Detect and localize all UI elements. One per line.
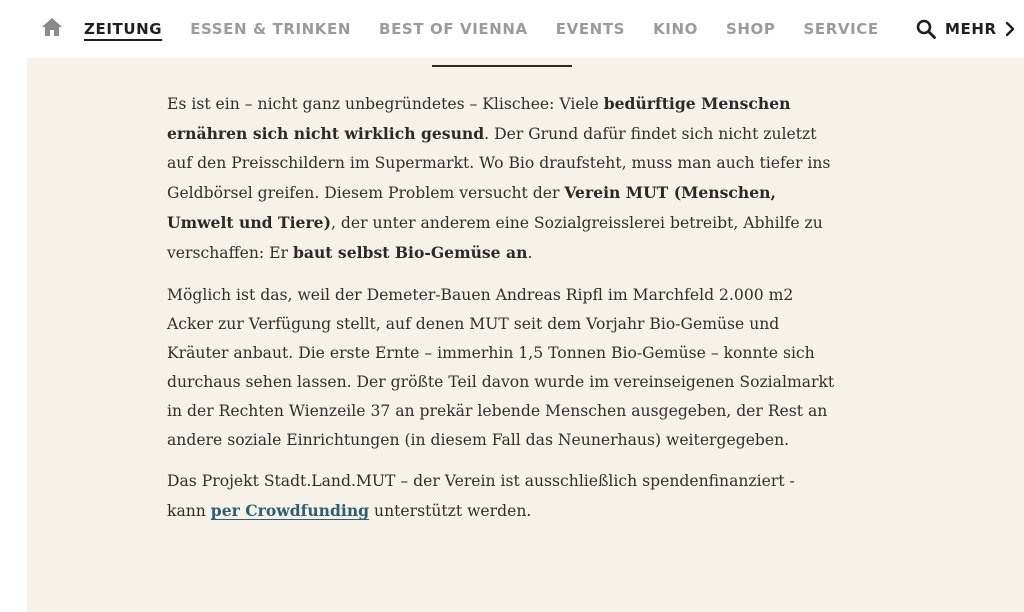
top-navigation [27,0,1024,58]
chevron-right-icon [1004,21,1016,37]
section-divider [432,65,572,67]
bold-text: bedürftige Menschen ernähren sich nicht wirklich gesund [167,94,791,144]
text-run: . Der Grund dafür findet sich nicht zuletzt auf den Preisschildern im Supermarkt. Wo Bio draufsteht, muss man auch tiefer ins Geldbörsel greifen. Diesem Problem versucht der [167,125,831,203]
text-run: . [527,244,533,263]
nav-item-kino[interactable]: KINO [653,20,698,38]
nav-item-events[interactable]: EVENTS [555,20,626,38]
text-run: , der unter anderem eine Sozialgreisslerei betreibt, Abhilfe zu verschaffen: Er [167,214,823,263]
home-icon[interactable] [41,17,63,37]
left-gutter [0,0,27,612]
search-icon[interactable] [916,19,936,39]
nav-item-essen-trinken[interactable]: ESSEN & TRINKEN [190,20,352,38]
crowdfunding-link[interactable]: per Crowdfunding [210,501,370,521]
paragraph-1 [167,89,837,269]
article-body [167,89,837,538]
bold-text: baut selbst Bio-Gemüse an [292,243,528,263]
text-run: Es ist ein – nicht ganz unbegründetes – Klischee: Viele [167,95,604,113]
paragraph-3 [167,467,837,526]
more-menu-button[interactable] [945,0,1016,58]
nav-items [84,0,907,58]
nav-item-shop[interactable]: SHOP [725,20,776,38]
nav-item-zeitung[interactable]: ZEITUNG [84,20,163,38]
text-run: unterstützt werden. [369,502,532,521]
bold-text: Verein MUT (Menschen, Umwelt und Tiere) [167,183,776,233]
nav-item-best-of-vienna[interactable]: BEST OF VIENNA [379,20,528,38]
paragraph-2: Möglich ist das, weil der Demeter-Bauen Andreas Ripfl im Marchfeld 2.000 m2 Acker zur Verfügung stellt, auf denen MUT seit dem Vorjahr Bio-Gemüse und Kräuter anbaut. Die erste Ernte – immerhin 1,5 Tonnen Bio-Gemüse – konnte sich durchaus sehen lassen. Der größte Teil davon wurde im vereinseigenen Sozialmarkt in der Rechten Wienzeile 37 an prekär lebende Menschen ausgegeben, der Rest an andere soziale Einrichtungen (in diesem Fall das Neunerhaus) weitergegeben. [167,285,835,450]
nav-item-service[interactable]: SERVICE [803,20,879,38]
text-run: Das Projekt Stadt.Land.MUT – der Verein ist ausschließlich spendenfinanziert - kann [167,472,795,521]
more-label: MEHR [945,20,997,38]
